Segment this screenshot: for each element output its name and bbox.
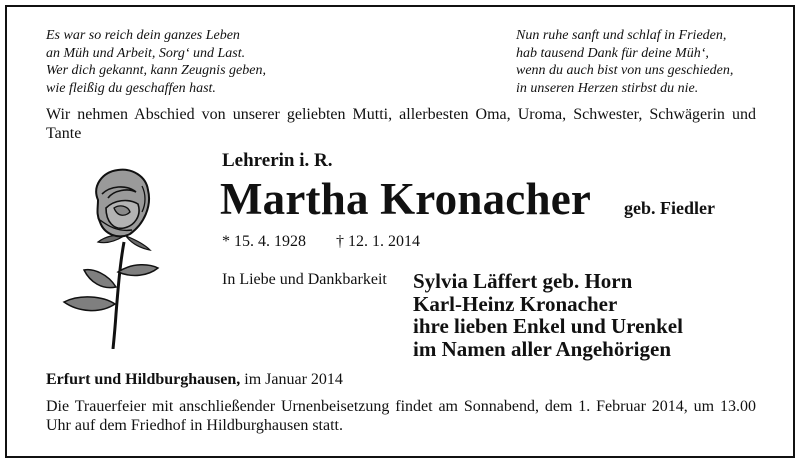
mourner-line: im Namen aller Angehörigen [413, 336, 672, 361]
poem-left-line: Wer dich gekannt, kann Zeugnis geben, [46, 63, 266, 78]
birth-date: * 15. 4. 1928 [222, 233, 306, 250]
deceased-title: Lehrerin i. R. [222, 150, 333, 171]
in-love-line: In Liebe und Dankbarkeit [222, 271, 387, 288]
mourner-line: Karl-Heinz Kronacher [413, 291, 618, 316]
poem-right-line: wenn du auch bist von uns geschieden, [516, 63, 734, 78]
life-dates [222, 233, 420, 251]
deceased-name: Martha Kronacher [220, 174, 592, 224]
leaf-icon [118, 265, 158, 276]
poem-left-line: an Müh und Arbeit, Sorg‘ und Last. [46, 45, 246, 61]
poem-left-line: wie fleißig du geschaffen hast. [46, 80, 216, 96]
mourner-line: ihre lieben Enkel und Urenkel [413, 314, 683, 338]
poem-right [516, 27, 733, 97]
poem-left-line: Es war so reich dein ganzes Leben [46, 28, 240, 43]
maiden-name: geb. Fiedler [624, 198, 715, 218]
funeral-notice: Die Trauerfeier mit anschließender Urnenbeisetzung findet am Sonnabend, dem 1. Februar 2014, um 13.00 Uhr auf dem Friedhof in Hildburghausen statt. [46, 398, 756, 434]
poem-right-line: in unseren Herzen stirbst du nie. [516, 80, 699, 96]
place-date-line [46, 371, 343, 389]
mourner-line: Sylvia Läffert geb. Horn [413, 269, 633, 293]
leaf-icon [84, 270, 116, 288]
rose-icon [58, 164, 170, 349]
poem-right-line: hab tausend Dank für deine Müh‘, [516, 45, 709, 61]
death-date: † 12. 1. 2014 [336, 233, 420, 250]
place-date: im Januar 2014 [240, 371, 343, 388]
place-names: Erfurt und Hildburghausen, [46, 371, 241, 388]
intro-text: Wir nehmen Abschied von unserer geliebten Mutti, allerbesten Oma, Uroma, Schwester, Schwägerin und Tante [46, 106, 756, 142]
poem-right-line: Nun ruhe sanft und schlaf in Frieden, [516, 28, 727, 43]
leaf-icon [64, 297, 115, 311]
mourners-list [413, 270, 683, 360]
poem-left [46, 27, 266, 97]
